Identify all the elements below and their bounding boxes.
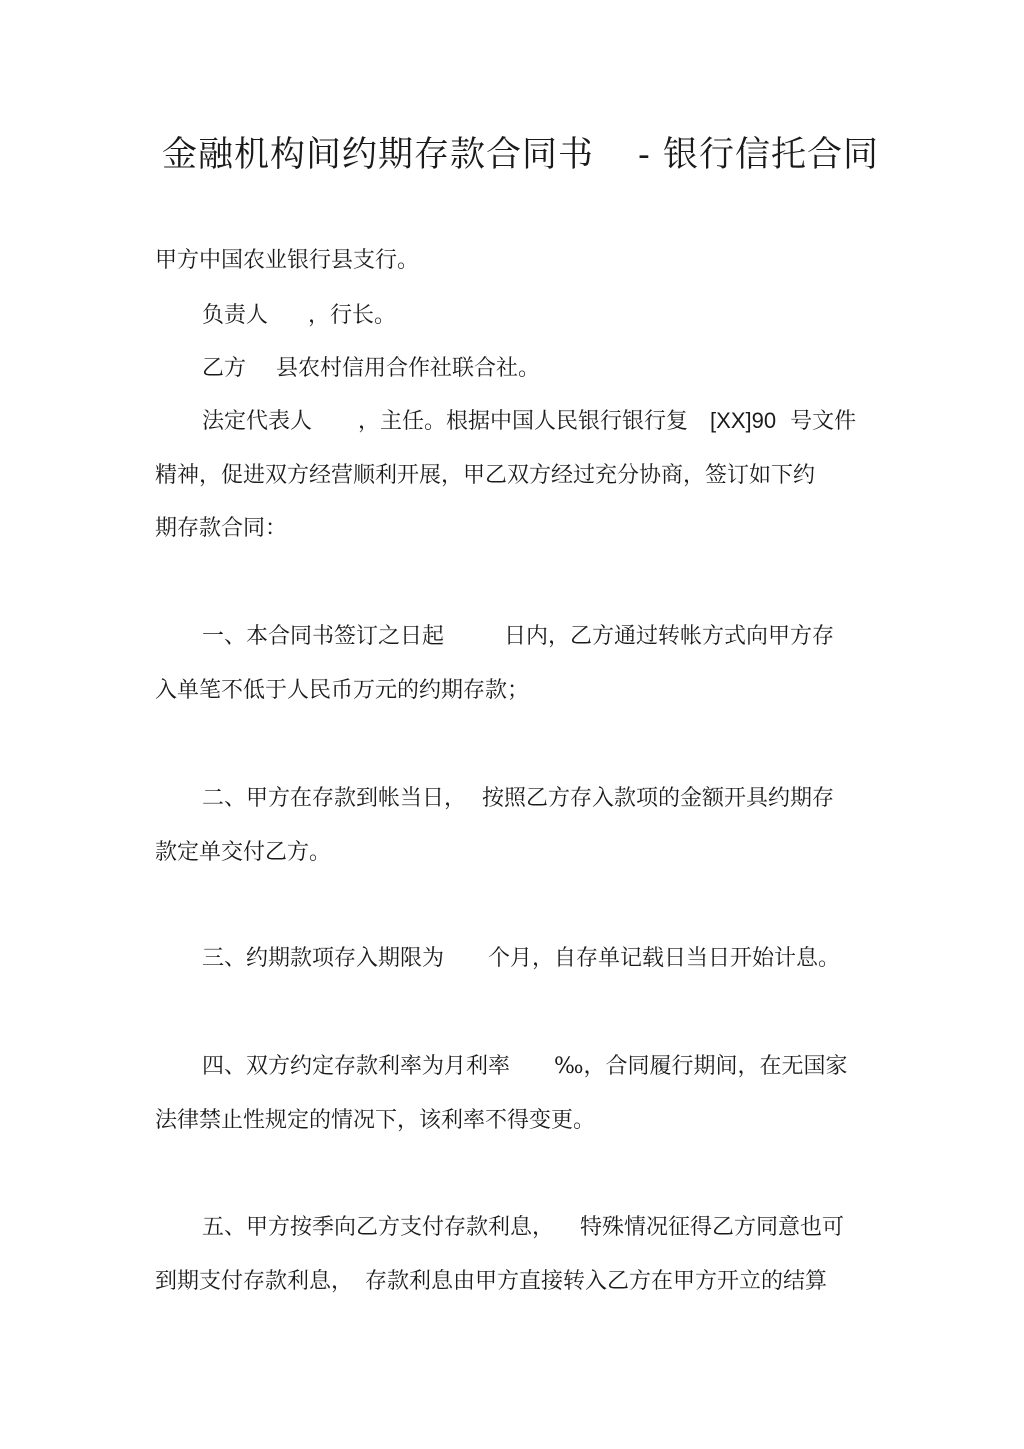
party-b-label: 乙方 [202, 356, 247, 381]
clause-2-text-a: 二、甲方在存款到帐当日， [202, 786, 467, 811]
rep-label: 法定代表人 [202, 409, 313, 434]
clause-5-text-a: 五、甲方按季向乙方支付存款利息， [202, 1215, 555, 1240]
title-subtitle: - 银行信托合同 [638, 135, 879, 175]
clause-4-line-2 [155, 1106, 595, 1136]
clause-5-line-1 [202, 1213, 844, 1243]
rep-line-3 [155, 514, 287, 544]
rep-line-1 [202, 406, 856, 437]
clause-4-text-c: 法律禁止性规定的情况下，该利率不得变更。 [155, 1108, 596, 1133]
clause-5-line-2 [155, 1267, 827, 1297]
party-b-line [202, 354, 540, 384]
clause-2-text-b: 按照乙方存入款项的金额开具约期存 [482, 786, 835, 811]
rep-text-3: 精神，促进双方经营顺利开展，甲乙双方经过充分协商，签订如下约 [155, 463, 816, 488]
rep-doc-ref: [XX]90 [710, 408, 777, 433]
party-a-text: 甲方中国农业银行县支行。 [155, 248, 420, 273]
title-main: 金融机构间约期存款合同书 [162, 135, 595, 175]
document-title [162, 132, 879, 178]
clause-4-text-a: 四、双方约定存款利率为月利率 [202, 1054, 511, 1079]
clause-2-text-c: 款定单交付乙方。 [155, 840, 332, 865]
clause-3-text-b: 个月，自存单记载日当日开始计息。 [488, 946, 841, 971]
clause-3-text-a: 三、约期款项存入期限为 [202, 946, 445, 971]
clause-4-text-b: ‰，合同履行期间，在无国家 [554, 1054, 848, 1079]
party-a-head-line [202, 301, 396, 331]
party-b-name: 县农村信用合作社联合社。 [276, 356, 541, 381]
rep-text-4: 期存款合同： [155, 516, 288, 541]
party-a-head-title: ，行长。 [308, 303, 397, 328]
clause-1-text-c: 入单笔不低于人民币万元的约期存款； [155, 678, 530, 703]
clause-5-text-d: 存款利息由甲方直接转入乙方在甲方开立的结算 [365, 1269, 828, 1294]
rep-line-2 [155, 461, 815, 491]
clause-2-line-1 [202, 784, 834, 814]
clause-1-line-2 [155, 676, 529, 706]
clause-1-text-a: 一、本合同书签订之日起 [202, 624, 445, 649]
clause-1-line-1 [202, 622, 834, 652]
clause-2-line-2 [155, 838, 331, 868]
clause-3-line-1 [202, 944, 840, 974]
clause-5-text-c: 到期支付存款利息， [155, 1269, 354, 1294]
rep-text-2: 号文件 [790, 409, 857, 434]
party-a-head-label: 负责人 [202, 303, 269, 328]
clause-4-line-1 [202, 1052, 848, 1082]
clause-5-text-b: 特殊情况征得乙方同意也可 [580, 1215, 845, 1240]
rep-text-1: ，主任。根据中国人民银行银行复 [358, 409, 689, 434]
clause-1-text-b: 日内，乙方通过转帐方式向甲方存 [504, 624, 835, 649]
party-a-line [155, 246, 419, 276]
